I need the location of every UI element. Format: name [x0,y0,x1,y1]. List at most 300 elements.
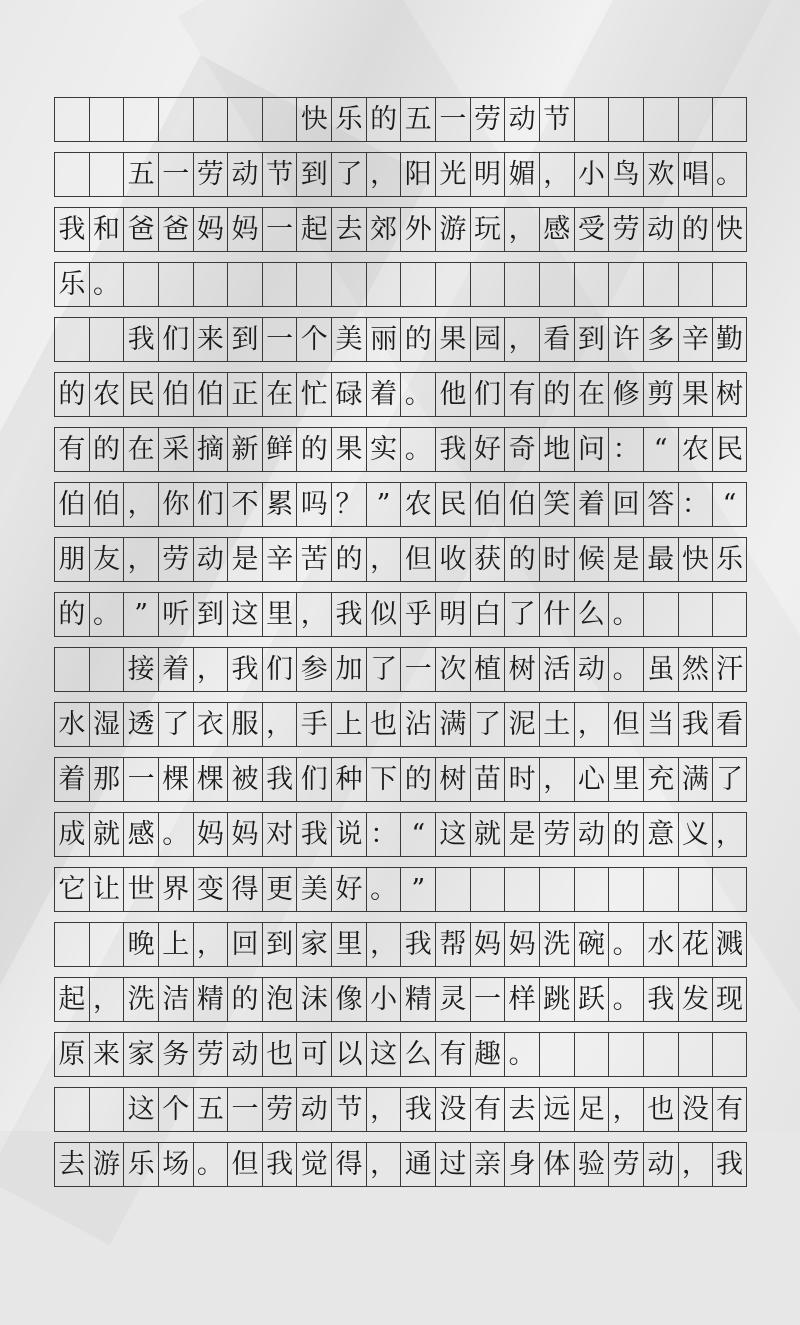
grid-cell: 起 [54,978,89,1021]
grid-cell: ， [193,648,228,691]
grid-cell: ， [366,538,401,581]
grid-cell: 在 [574,373,609,416]
grid-cell [89,318,124,361]
grid-cell: 觉 [296,1143,331,1186]
grid-cell: 明 [470,153,505,196]
grid-row [54,812,747,857]
grid-cell: 个 [158,1088,193,1131]
grid-cell: 看 [712,703,747,746]
grid-cell: 被 [227,758,262,801]
grid-cell: 没 [435,1088,470,1131]
grid-cell: 小 [366,978,401,1021]
grid-cell: 棵 [158,758,193,801]
grid-cell: 有 [435,1033,470,1076]
grid-cell: 次 [435,648,470,691]
grid-cell: 是 [504,813,539,856]
grid-cell [712,593,747,636]
grid-cell: 沫 [296,978,331,1021]
grid-cell: ， [366,1143,401,1186]
grid-row [54,757,747,802]
grid-cell: 然 [678,648,713,691]
grid-cell: 我 [643,978,678,1021]
grid-cell: 着 [574,483,609,526]
grid-cell [400,263,435,306]
grid-cell: 服 [227,703,262,746]
grid-cell [643,868,678,911]
grid-cell: 花 [678,923,713,966]
grid-cell: 水 [54,703,89,746]
grid-cell: 农 [400,483,435,526]
grid-cell: 劳 [470,98,505,141]
grid-cell: ， [574,703,609,746]
grid-cell: 个 [296,318,331,361]
grid-cell [227,263,262,306]
grid-cell: 来 [89,1033,124,1076]
grid-cell: ： [366,813,401,856]
grid-cell: 下 [366,758,401,801]
grid-cell: 了 [158,703,193,746]
grid-cell: 晚 [123,923,158,966]
grid-cell [158,263,193,306]
grid-cell [574,1033,609,1076]
grid-cell: 劳 [262,1088,297,1131]
grid-cell: 上 [158,923,193,966]
grid-cell: 我 [400,1088,435,1131]
grid-cell: 劳 [608,208,643,251]
grid-cell: 朋 [54,538,89,581]
grid-cell: 加 [331,648,366,691]
grid-cell: 界 [158,868,193,911]
grid-cell: 感 [123,813,158,856]
grid-cell: ， [123,538,158,581]
grid-cell: 一 [435,98,470,141]
grid-cell: ” [366,483,401,526]
grid-cell [54,1088,89,1131]
grid-cell: 溅 [712,923,747,966]
grid-cell: 到 [262,923,297,966]
grid-cell: 劳 [608,1143,643,1186]
grid-cell: 欢 [643,153,678,196]
grid-cell: ， [539,758,574,801]
grid-cell: 有 [470,1088,505,1131]
grid-cell: 的 [331,538,366,581]
grid-cell: 原 [54,1033,89,1076]
grid-cell: 。 [608,648,643,691]
grid-cell: 答 [643,483,678,526]
grid-cell: 棵 [193,758,228,801]
grid-cell: 丽 [366,318,401,361]
grid-cell: 乐 [123,1143,158,1186]
grid-cell: 家 [296,923,331,966]
grid-cell: 了 [470,703,505,746]
grid-cell: 充 [643,758,678,801]
grid-cell: 着 [366,373,401,416]
grid-cell: 妈 [470,923,505,966]
grid-cell: 们 [262,648,297,691]
grid-cell: 泡 [262,978,297,1021]
grid-cell: 说 [331,813,366,856]
grid-cell: 回 [227,923,262,966]
grid-cell: 民 [435,483,470,526]
grid-cell: 候 [574,538,609,581]
grid-cell: 到 [574,318,609,361]
grid-cell: 。 [158,813,193,856]
grid-cell: 劳 [539,813,574,856]
grid-cell: 乎 [400,593,435,636]
grid-cell: 。 [400,373,435,416]
grid-cell: 劳 [193,1033,228,1076]
grid-cell [89,153,124,196]
grid-cell: 么 [400,1033,435,1076]
grid-cell: 我 [296,813,331,856]
grid-cell: 远 [539,1088,574,1131]
grid-cell: 玩 [470,208,505,251]
grid-cell: 实 [366,428,401,471]
grid-cell [89,648,124,691]
grid-cell: 身 [504,1143,539,1186]
grid-cell: 动 [227,153,262,196]
grid-cell: 乐 [712,538,747,581]
grid-cell: 帮 [435,923,470,966]
grid-cell: 成 [54,813,89,856]
grid-cell: 也 [262,1033,297,1076]
grid-cell: 的 [366,98,401,141]
grid-cell: 现 [712,978,747,1021]
grid-cell: 快 [712,208,747,251]
grid-cell: 发 [678,978,713,1021]
manuscript-grid-sheet [54,97,747,1197]
grid-cell: 动 [296,1088,331,1131]
grid-cell: 里 [262,593,297,636]
grid-row [54,867,747,912]
grid-cell: 看 [539,318,574,361]
grid-cell: 忙 [296,373,331,416]
grid-cell: 节 [539,98,574,141]
grid-cell [296,263,331,306]
grid-cell: 的 [89,428,124,471]
grid-cell: 让 [89,868,124,911]
grid-cell: 去 [54,1143,89,1186]
grid-cell: 时 [539,538,574,581]
grid-cell: 起 [296,208,331,251]
grid-row [54,647,747,692]
grid-cell: 一 [158,153,193,196]
grid-cell [435,868,470,911]
grid-cell: 满 [678,758,713,801]
grid-cell: 伯 [470,483,505,526]
grid-cell: 妈 [193,208,228,251]
grid-cell: 友 [89,538,124,581]
grid-cell: 洗 [539,923,574,966]
grid-cell: 伯 [158,373,193,416]
grid-cell: 爸 [158,208,193,251]
grid-cell: 的 [54,373,89,416]
grid-cell: 最 [643,538,678,581]
grid-cell [54,648,89,691]
grid-cell [504,868,539,911]
grid-cell: 到 [227,318,262,361]
grid-cell: 许 [608,318,643,361]
grid-cell: 也 [643,1088,678,1131]
grid-cell: 一 [470,978,505,1021]
grid-cell: ， [504,318,539,361]
grid-cell: 阳 [400,153,435,196]
grid-cell: 唱 [678,153,713,196]
grid-cell: 么 [574,593,609,636]
grid-row [54,1032,747,1077]
grid-cell: 参 [296,648,331,691]
grid-cell [608,868,643,911]
grid-cell: 着 [54,758,89,801]
grid-cell: 的 [504,538,539,581]
grid-cell: 沾 [400,703,435,746]
grid-cell: ， [608,1088,643,1131]
grid-cell: 灵 [435,978,470,1021]
grid-cell: 采 [158,428,193,471]
grid-cell: 亲 [470,1143,505,1186]
grid-cell: 跳 [539,978,574,1021]
title-row [54,97,747,142]
grid-cell: 植 [470,648,505,691]
grid-cell: 民 [123,373,158,416]
grid-cell: 动 [643,208,678,251]
grid-cell: 累 [262,483,297,526]
grid-cell: 就 [470,813,505,856]
grid-cell: 湿 [89,703,124,746]
grid-cell: 乐 [331,98,366,141]
grid-cell: 我 [54,208,89,251]
grid-cell: 小 [574,153,609,196]
grid-cell: 修 [608,373,643,416]
grid-cell: 和 [89,208,124,251]
grid-cell: 。 [712,153,747,196]
grid-cell: 土 [539,703,574,746]
grid-cell [470,868,505,911]
grid-cell: 有 [504,373,539,416]
grid-row [54,537,747,582]
grid-cell: 我 [227,648,262,691]
grid-cell: ， [366,923,401,966]
grid-cell: ， [123,483,158,526]
grid-cell: 。 [608,978,643,1021]
grid-cell [89,98,124,141]
grid-cell [678,868,713,911]
grid-cell: 可 [296,1033,331,1076]
grid-cell: 这 [227,593,262,636]
grid-cell: 劳 [158,538,193,581]
grid-cell: 。 [366,868,401,911]
grid-cell: 精 [193,978,228,1021]
grid-cell: 伯 [89,483,124,526]
grid-cell: 。 [608,923,643,966]
grid-cell: 通 [400,1143,435,1186]
grid-cell: 来 [193,318,228,361]
grid-cell: 树 [504,648,539,691]
grid-cell: 们 [470,373,505,416]
grid-cell [193,98,228,141]
grid-cell: 不 [227,483,262,526]
grid-cell: 的 [400,758,435,801]
grid-cell: 五 [400,98,435,141]
grid-cell: 动 [193,538,228,581]
grid-cell: 美 [331,318,366,361]
grid-cell: 碗 [574,923,609,966]
grid-cell: ， [366,1088,401,1131]
grid-row [54,702,747,747]
grid-cell: “ [643,428,678,471]
grid-cell: 动 [504,98,539,141]
grid-cell: 苦 [296,538,331,581]
grid-cell: 的 [678,208,713,251]
grid-cell: 我 [123,318,158,361]
grid-cell: 一 [262,318,297,361]
grid-cell: 我 [678,703,713,746]
grid-cell: 什 [539,593,574,636]
grid-cell: 了 [712,758,747,801]
grid-cell [712,1033,747,1076]
grid-cell: 游 [435,208,470,251]
grid-cell: 吗 [296,483,331,526]
grid-row [54,207,747,252]
grid-cell: 苗 [470,758,505,801]
grid-cell: 收 [435,538,470,581]
grid-cell [158,98,193,141]
grid-cell: 五 [123,153,158,196]
grid-cell: 足 [574,1088,609,1131]
grid-cell: 伯 [504,483,539,526]
grid-cell: 果 [435,318,470,361]
grid-cell: 洁 [158,978,193,1021]
grid-cell: 一 [123,758,158,801]
grid-cell: 地 [539,428,574,471]
grid-cell: 在 [123,428,158,471]
grid-cell: 节 [331,1088,366,1131]
grid-cell [712,263,747,306]
grid-cell: 妈 [504,923,539,966]
grid-cell: 这 [123,1088,158,1131]
grid-cell: 明 [435,593,470,636]
grid-cell: ： [678,483,713,526]
grid-cell: 去 [504,1088,539,1131]
grid-cell: 妈 [193,813,228,856]
grid-row [54,1142,747,1187]
grid-cell [89,923,124,966]
grid-cell: 美 [296,868,331,911]
grid-cell: 透 [123,703,158,746]
grid-cell: 。 [193,1143,228,1186]
grid-cell: 对 [262,813,297,856]
grid-cell: 那 [89,758,124,801]
grid-cell: 务 [158,1033,193,1076]
grid-cell: 农 [89,373,124,416]
grid-row [54,1087,747,1132]
grid-cell: 到 [193,593,228,636]
grid-cell [89,1088,124,1131]
grid-cell: 。 [608,593,643,636]
grid-cell: ” [400,868,435,911]
grid-cell: 着 [158,648,193,691]
grid-cell [678,98,713,141]
grid-row [54,317,747,362]
grid-cell [435,263,470,306]
grid-cell: ， [89,978,124,1021]
grid-cell [678,263,713,306]
grid-cell [539,1033,574,1076]
grid-row [54,977,747,1022]
grid-cell: 是 [227,538,262,581]
grid-cell: ， [366,153,401,196]
grid-cell: 外 [400,208,435,251]
grid-cell: 种 [331,758,366,801]
grid-cell: 我 [262,758,297,801]
grid-cell: 游 [89,1143,124,1186]
grid-cell: 到 [296,153,331,196]
grid-cell [54,153,89,196]
grid-cell: ， [504,208,539,251]
grid-cell: 活 [539,648,574,691]
grid-cell: 验 [574,1143,609,1186]
grid-cell [712,98,747,141]
grid-cell: 上 [331,703,366,746]
grid-cell: 没 [678,1088,713,1131]
grid-cell: 但 [227,1143,262,1186]
grid-cell [608,1033,643,1076]
grid-cell: 果 [678,373,713,416]
grid-cell: 跃 [574,978,609,1021]
grid-cell [262,98,297,141]
grid-cell: 树 [712,373,747,416]
grid-cell: 果 [331,428,366,471]
grid-cell: “ [400,813,435,856]
grid-cell: 泥 [504,703,539,746]
grid-cell [366,263,401,306]
grid-cell: ： [608,428,643,471]
grid-cell [574,263,609,306]
grid-cell: 去 [331,208,366,251]
grid-cell: 碌 [331,373,366,416]
grid-cell [643,98,678,141]
grid-cell [54,318,89,361]
grid-cell [262,263,297,306]
grid-cell [574,868,609,911]
grid-cell: 问 [574,428,609,471]
grid-cell [678,593,713,636]
grid-cell: 伯 [193,373,228,416]
grid-cell: 勤 [712,318,747,361]
grid-cell: 义 [678,813,713,856]
grid-cell [643,263,678,306]
grid-cell: 爸 [123,208,158,251]
grid-cell: 一 [262,208,297,251]
grid-cell [123,98,158,141]
grid-cell: 也 [366,703,401,746]
grid-cell: 家 [123,1033,158,1076]
grid-cell: 剪 [643,373,678,416]
grid-cell: 听 [158,593,193,636]
grid-cell: 精 [400,978,435,1021]
grid-cell [574,98,609,141]
grid-cell: ， [712,813,747,856]
grid-cell: 有 [54,428,89,471]
grid-cell [470,263,505,306]
grid-row [54,372,747,417]
grid-cell: 五 [193,1088,228,1131]
grid-cell: 的 [54,593,89,636]
grid-cell: 了 [504,593,539,636]
grid-cell: 场 [158,1143,193,1186]
grid-cell [539,868,574,911]
grid-cell: 辛 [262,538,297,581]
